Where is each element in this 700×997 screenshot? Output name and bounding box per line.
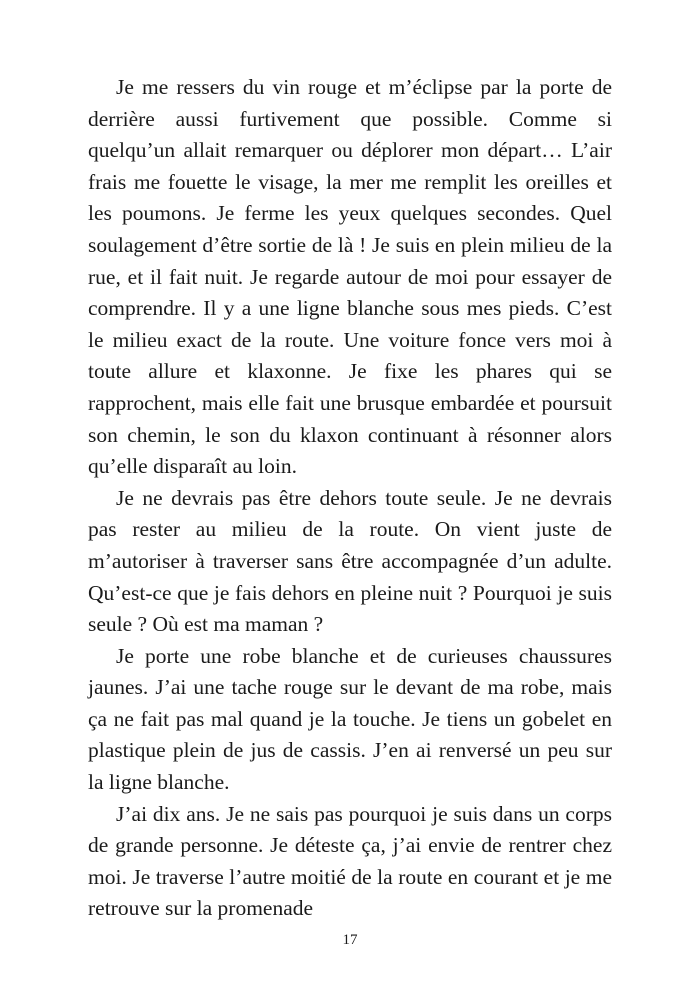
paragraph-3: Je porte une robe blanche et de curieuses chaussures jaunes. J’ai une tache rouge sur le devant de ma robe, mais ça ne fait pas mal quand je la touche. Je tiens un gobelet en plastique plein de jus de cassis. J’en ai renversé un peu sur la ligne blanche. [88, 643, 612, 795]
paragraph-1: Je me ressers du vin rouge et m’éclipse par la porte de derrière aussi furtivement que possible. Comme si quelqu’un allait remarquer ou déplorer mon départ… L’air frais me fouette le visage, la mer me remplit les oreilles et les poumons. Je ferme les yeux quelques secondes. Quel soulagement d’être sortie de là ! Je suis en plein milieu de la rue, et il fait nuit. Je regarde autour de moi pour essayer de comprendre. Il y a une ligne blanche sous mes pieds. C’est le milieu exact de la route. Une voiture fonce vers moi à toute allure et klaxonne. Je fixe les phares qui se rapprochent, mais elle fait une brusque embardée et poursuit son chemin, le son du klaxon continuant à résonner alors qu’elle disparaît au loin. [88, 75, 612, 479]
page-number: 17 [342, 932, 358, 948]
book-page-text [88, 72, 612, 925]
paragraph-4: J’ai dix ans. Je ne sais pas pourquoi je suis dans un corps de grande personne. Je déteste ça, j’ai envie de rentrer chez moi. Je traverse l’autre moitié de la route en courant et je me retrouve sur la promenade [88, 801, 612, 921]
paragraph-2: Je ne devrais pas être dehors toute seule. Je ne devrais pas rester au milieu de la route. On vient juste de m’autoriser à traverser sans être accompagnée d’un adulte. Qu’est-ce que je fais dehors en pleine nuit ? Pourquoi je suis seule ? Où est ma maman ? [88, 485, 612, 637]
